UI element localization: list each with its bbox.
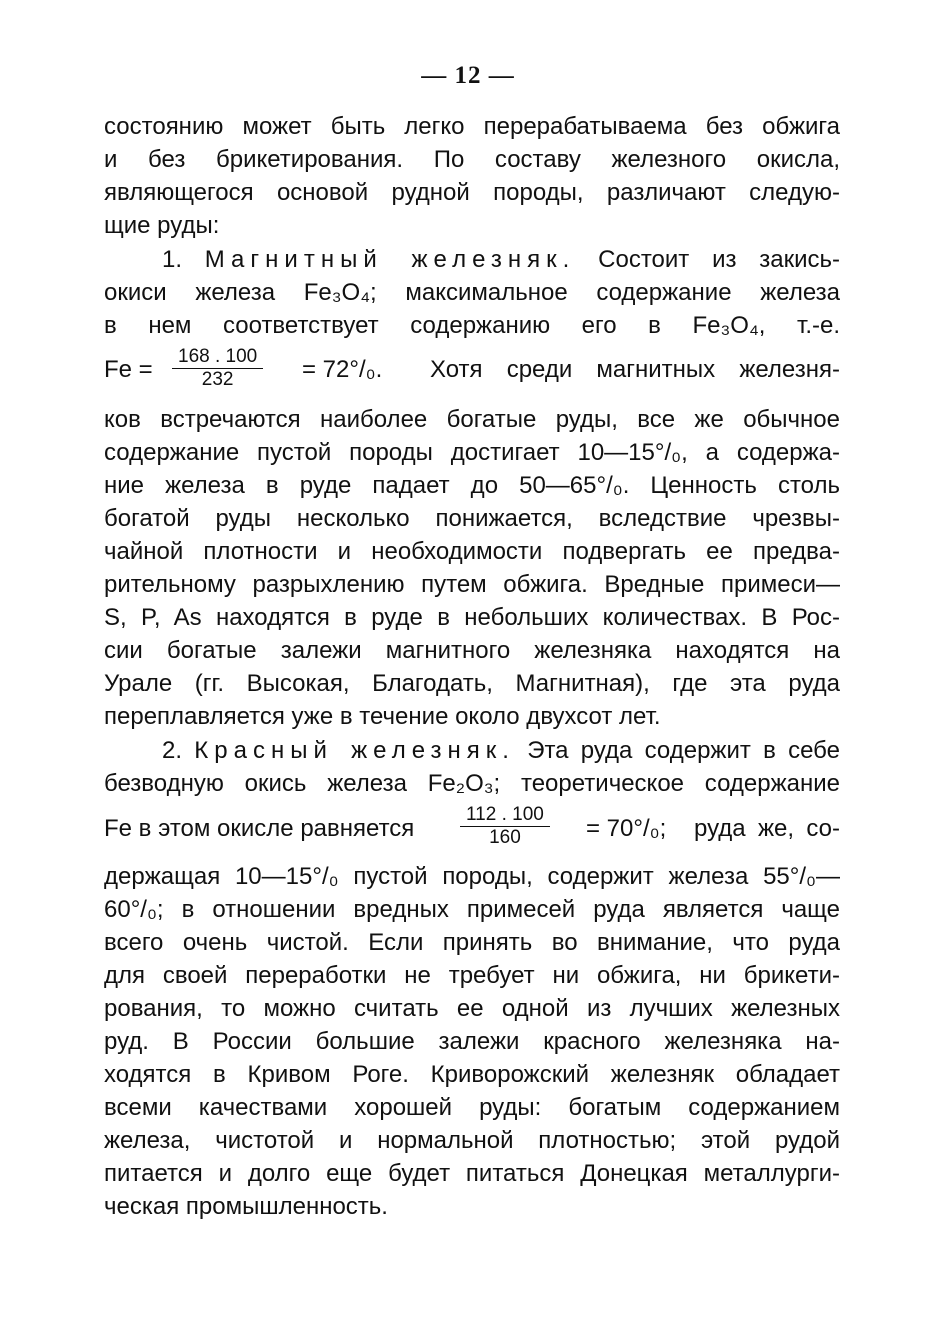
paragraph-2-number: 2. [162, 737, 183, 764]
formula-2-result: = 70°/₀; [586, 815, 667, 842]
text-line: безводную окись железа Fe₂O₃; теоретическое содержание [104, 770, 840, 797]
text-line: ние железа в руде падает до 50—65°/₀. Ценность столь [104, 472, 840, 499]
formula-2-tail: руда же, со- [694, 815, 840, 842]
page-number: — 12 — [421, 62, 515, 89]
text-line: рительному разрыхлению путем обжига. Вредные примеси— [104, 571, 840, 598]
formula-1-result: = 72°/₀. [302, 356, 383, 383]
paragraph-2-title: Красный железняк. [194, 737, 515, 764]
text-line: и без брикетирования. По составу железного окисла, [104, 146, 840, 173]
text-line: 60°/₀; в отношении вредных примесей руда является чаще [104, 896, 840, 923]
formula-1-tail: Хотя среди магнитных железня- [430, 356, 840, 383]
formula-1-denominator: 232 [201, 369, 234, 390]
text-line: S, P, As находятся в руде в небольших количествах. В Рос- [104, 604, 840, 631]
text-line: для своей переработки не требует ни обжига, ни брикети- [104, 962, 840, 989]
text-line: окиси железа Fe₃O₄; максимальное содержание железа [104, 279, 840, 306]
formula-1-lhs: Fe = [104, 356, 153, 383]
text-line: щие руды: [104, 212, 220, 239]
text-line: ческая промышленность. [104, 1193, 388, 1220]
text-line: железа, чистотой и нормальной плотностью; этой рудой [104, 1127, 840, 1154]
formula-2-fraction [460, 804, 550, 849]
paragraph-1-number: 1. [162, 246, 183, 273]
text-line: чайной плотности и необходимости подвергать ее предва- [104, 538, 840, 565]
paragraph-1-heading [162, 245, 840, 275]
text-line: сии богатые залежи магнитного железняка находятся на [104, 637, 840, 664]
formula-1-numerator: 168 . 100 [172, 346, 263, 369]
text-line: держащая 10—15°/₀ пустой породы, содержит железа 55°/₀— [104, 863, 840, 890]
text-line: руд. В России большие залежи красного железняка на- [104, 1028, 840, 1055]
paragraph-1-heading-text: Состоит из закись- [598, 246, 841, 273]
formula-2-lead: Fe в этом окисле равняется [104, 815, 415, 842]
formula-1 [104, 341, 840, 401]
text-line: в нем соответствует содержанию его в Fe₃O₄, т.-е. [104, 312, 840, 339]
text-line: содержание пустой породы достигает 10—15°/₀, а содержа- [104, 439, 840, 466]
formula-2-denominator: 160 [489, 827, 521, 848]
text-line: богатой руды несколько понижается, вследствие чрезвы- [104, 505, 840, 532]
formula-1-fraction [172, 346, 263, 391]
paragraph-2-heading-text: Эта руда содержит в себе [527, 737, 841, 764]
text-line: всего очень чистой. Если принять во внимание, что руда [104, 929, 840, 956]
formula-2 [104, 800, 840, 860]
text-line: ходятся в Кривом Роге. Криворожский железняк обладает [104, 1061, 840, 1088]
text-line: ков встречаются наиболее богатые руды, все же обычное [104, 406, 840, 433]
text-line: Урале (гг. Высокая, Благодать, Магнитная), где эта руда [104, 670, 840, 697]
formula-2-numerator: 112 . 100 [460, 804, 550, 827]
text-line: питается и долго еще будет питаться Донецкая металлурги- [104, 1160, 840, 1187]
paragraph-1-title: Магнитный железняк. [204, 246, 576, 273]
text-line: являющегося основой рудной породы, различают следую- [104, 179, 840, 206]
paragraph-2-heading [162, 736, 840, 766]
text-line: переплавляется уже в течение около двухсот лет. [104, 703, 661, 730]
text-line: всеми качествами хорошей руды: богатым содержанием [104, 1094, 840, 1121]
text-line: рования, то можно считать ее одной из лучших железных [104, 995, 840, 1022]
text-line: состоянию может быть легко перерабатываемa без обжига [104, 113, 840, 140]
